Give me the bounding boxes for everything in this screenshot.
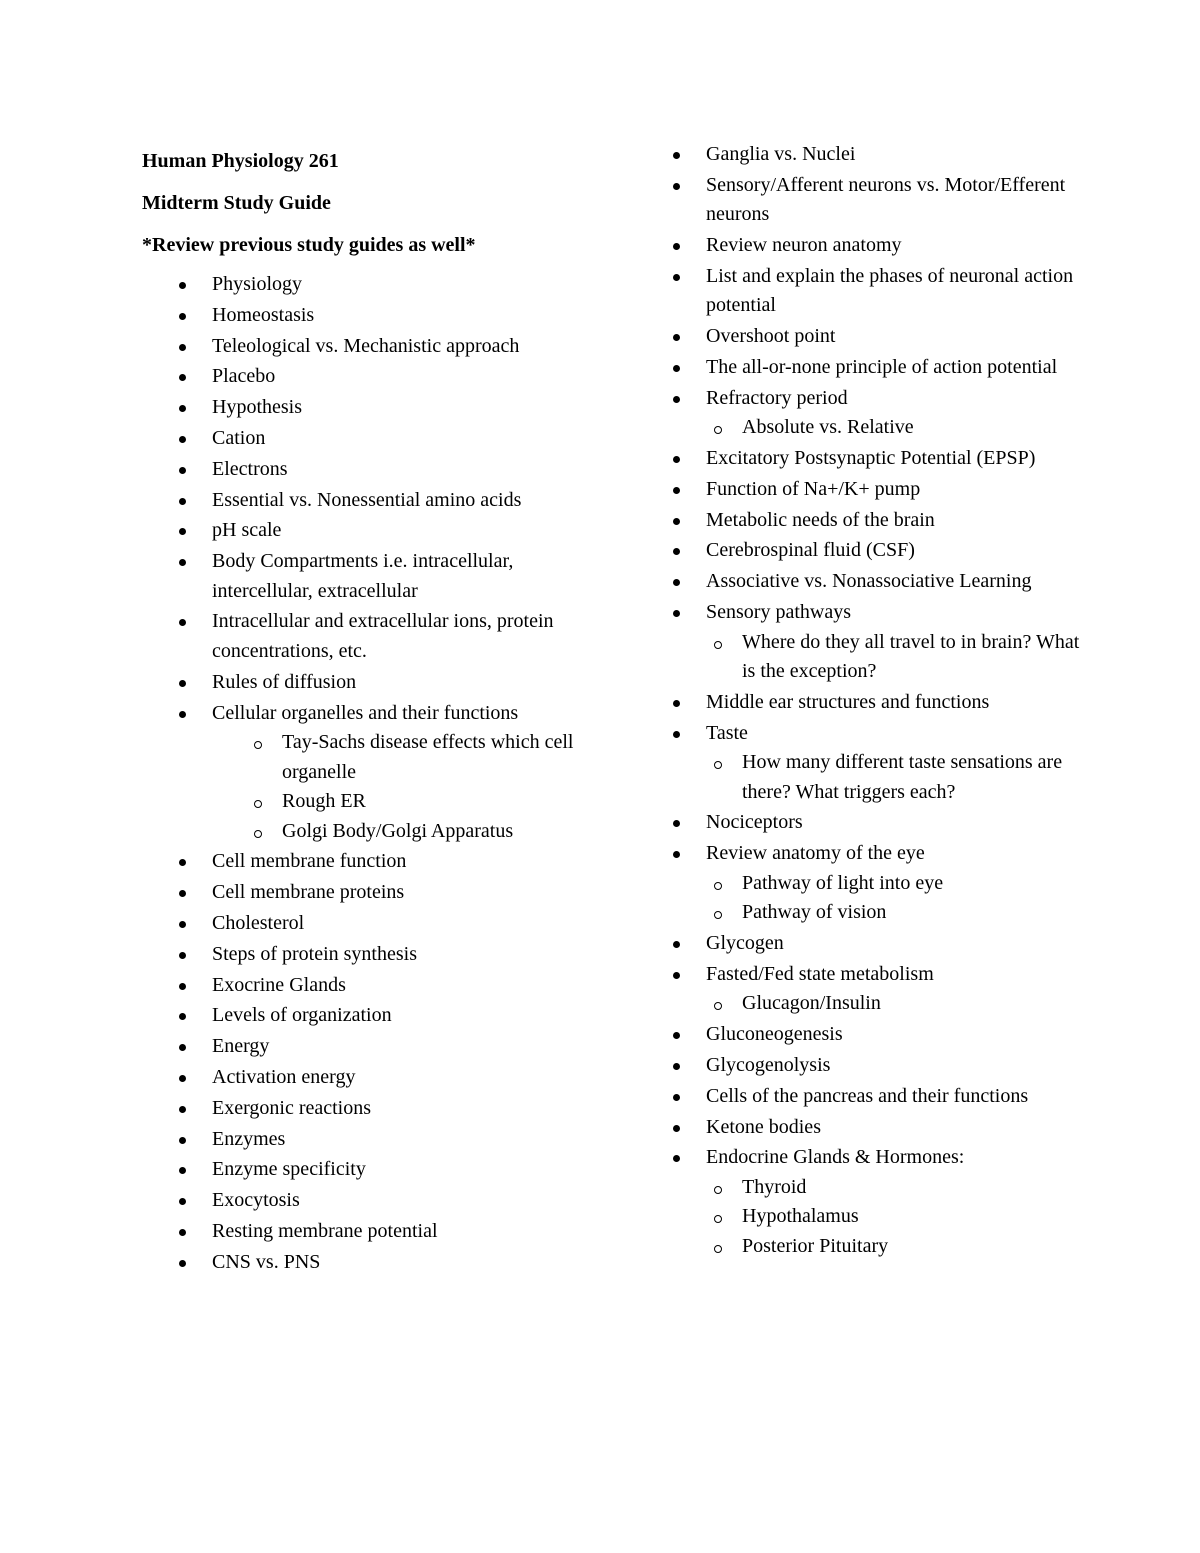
topic-text: Resting membrane potential bbox=[212, 1219, 438, 1242]
topic-text: Cation bbox=[212, 426, 266, 449]
bullet-icon bbox=[179, 921, 186, 928]
topic-item bbox=[672, 929, 1092, 959]
bullet-icon bbox=[673, 579, 680, 586]
topic-text: Exergonic reactions bbox=[212, 1096, 372, 1119]
right-topic-list bbox=[672, 140, 1092, 1261]
bullet-icon bbox=[673, 1032, 680, 1039]
bullet-icon bbox=[179, 282, 186, 289]
topic-text: Function of Na+/K+ pump bbox=[706, 477, 921, 500]
bullet-icon bbox=[179, 405, 186, 412]
topic-text: Exocytosis bbox=[212, 1189, 300, 1212]
topic-text: Cell membrane function bbox=[212, 850, 407, 873]
bullet-icon bbox=[179, 313, 186, 320]
topic-item bbox=[142, 393, 612, 423]
bullet-icon bbox=[179, 467, 186, 474]
subtopic-item bbox=[672, 1173, 1092, 1203]
bullet-icon bbox=[179, 711, 186, 718]
topic-item bbox=[142, 699, 612, 847]
topic-text: Review neuron anatomy bbox=[706, 234, 902, 257]
subtopic-text: Posterior Pituitary bbox=[742, 1234, 889, 1257]
bullet-icon bbox=[179, 344, 186, 351]
topic-item bbox=[672, 1143, 1092, 1261]
subtopic-text: Rough ER bbox=[282, 790, 366, 813]
topic-item bbox=[142, 301, 612, 331]
topic-text: Refractory period bbox=[706, 386, 848, 409]
topic-text: Body Compartments i.e. intracellular, intercellular, extracellular bbox=[212, 550, 514, 602]
topic-text: Metabolic needs of the brain bbox=[706, 508, 935, 531]
topic-text: Teleological vs. Mechanistic approach bbox=[212, 334, 520, 357]
bullet-icon bbox=[673, 183, 680, 190]
topic-item bbox=[142, 1125, 612, 1155]
bullet-icon bbox=[179, 1198, 186, 1205]
bullet-icon bbox=[673, 274, 680, 281]
circle-bullet-icon bbox=[714, 1245, 722, 1253]
subtopic-text: Thyroid bbox=[742, 1175, 807, 1198]
topic-text: Cholesterol bbox=[212, 911, 305, 934]
topic-text: Physiology bbox=[212, 273, 303, 295]
bullet-icon bbox=[179, 528, 186, 535]
bullet-icon bbox=[673, 456, 680, 463]
topic-text: Cellular organelles and their functions bbox=[212, 701, 519, 724]
circle-bullet-icon bbox=[714, 1186, 722, 1194]
bullet-icon bbox=[179, 436, 186, 443]
topic-item bbox=[672, 688, 1092, 718]
bullet-icon bbox=[179, 680, 186, 687]
topic-text: Cell membrane proteins bbox=[212, 881, 405, 904]
topic-item bbox=[672, 1082, 1092, 1112]
topic-item bbox=[672, 598, 1092, 687]
bullet-icon bbox=[179, 859, 186, 866]
topic-item bbox=[142, 878, 612, 908]
topic-text: Review anatomy of the eye bbox=[706, 842, 925, 865]
bullet-icon bbox=[179, 1044, 186, 1051]
topic-text: List and explain the phases of neuronal action potential bbox=[706, 264, 1074, 317]
topic-item bbox=[672, 140, 1092, 170]
topic-text: Fasted/Fed state metabolism bbox=[706, 962, 934, 985]
topic-item bbox=[672, 384, 1092, 443]
topic-item bbox=[142, 607, 612, 666]
topic-item bbox=[142, 1001, 612, 1031]
topic-text: Electrons bbox=[212, 457, 288, 480]
topic-item bbox=[142, 909, 612, 939]
bullet-icon bbox=[673, 1063, 680, 1070]
subtopic-list bbox=[672, 869, 1092, 928]
topic-text: Placebo bbox=[212, 365, 276, 388]
topic-text: Sensory/Afferent neurons vs. Motor/Efferent neurons bbox=[706, 173, 1066, 226]
topic-text: Ketone bodies bbox=[706, 1115, 821, 1138]
right-column bbox=[672, 140, 1092, 1263]
topic-item bbox=[142, 516, 612, 546]
circle-bullet-icon bbox=[714, 761, 722, 769]
topic-item bbox=[672, 839, 1092, 928]
subtopic-text: Pathway of vision bbox=[742, 901, 887, 924]
subtopic-item bbox=[672, 628, 1092, 687]
topic-item bbox=[142, 668, 612, 698]
topic-item bbox=[672, 536, 1092, 566]
topic-text: Cells of the pancreas and their functions bbox=[706, 1084, 1029, 1107]
bullet-icon bbox=[673, 396, 680, 403]
left-column bbox=[142, 140, 612, 1279]
subtopic-item bbox=[672, 989, 1092, 1019]
subtopic-item bbox=[672, 898, 1092, 928]
bullet-icon bbox=[179, 374, 186, 381]
bullet-icon bbox=[673, 610, 680, 617]
topic-item bbox=[142, 332, 612, 362]
bullet-icon bbox=[673, 731, 680, 738]
subtopic-list bbox=[672, 748, 1092, 807]
topic-item bbox=[142, 270, 612, 300]
topic-text: Homeostasis bbox=[212, 303, 315, 326]
topic-item bbox=[142, 1094, 612, 1124]
circle-bullet-icon bbox=[714, 426, 722, 434]
subtopic-item bbox=[672, 869, 1092, 899]
topic-item bbox=[142, 486, 612, 516]
subtopic-list bbox=[672, 628, 1092, 687]
bullet-icon bbox=[673, 518, 680, 525]
bullet-icon bbox=[673, 851, 680, 858]
topic-item bbox=[672, 231, 1092, 261]
topic-text: The all-or-none principle of action potential bbox=[706, 355, 1058, 378]
topic-text: Intracellular and extracellular ions, protein concentrations, etc. bbox=[212, 610, 554, 662]
topic-item bbox=[672, 262, 1092, 321]
topic-text: Nociceptors bbox=[706, 811, 803, 834]
bullet-icon bbox=[179, 1137, 186, 1144]
bullet-icon bbox=[673, 243, 680, 250]
bullet-icon bbox=[673, 152, 680, 159]
bullet-icon bbox=[179, 559, 186, 566]
topic-item bbox=[672, 506, 1092, 536]
bullet-icon bbox=[673, 1155, 680, 1162]
subtopic-item bbox=[672, 1202, 1092, 1232]
bullet-icon bbox=[673, 972, 680, 979]
topic-item bbox=[142, 1063, 612, 1093]
circle-bullet-icon bbox=[714, 1002, 722, 1010]
subtopic-text: Hypothalamus bbox=[742, 1205, 859, 1228]
topic-item bbox=[142, 1248, 612, 1278]
topic-text: Ganglia vs. Nuclei bbox=[706, 143, 856, 165]
bullet-icon bbox=[673, 334, 680, 341]
topic-text: Steps of protein synthesis bbox=[212, 942, 417, 965]
review-note: *Review previous study guides as well* bbox=[142, 234, 476, 256]
topic-text: Endocrine Glands & Hormones: bbox=[706, 1146, 965, 1169]
bullet-icon bbox=[179, 1106, 186, 1113]
topic-text: Hypothesis bbox=[212, 396, 302, 419]
topic-item bbox=[672, 960, 1092, 1019]
circle-bullet-icon bbox=[714, 882, 722, 890]
topic-item bbox=[672, 444, 1092, 474]
topic-text: Essential vs. Nonessential amino acids bbox=[212, 488, 522, 511]
subtopic-item bbox=[212, 817, 612, 847]
bullet-icon bbox=[673, 941, 680, 948]
topic-item bbox=[142, 362, 612, 392]
circle-bullet-icon bbox=[254, 830, 262, 838]
bullet-icon bbox=[179, 1167, 186, 1174]
subtopic-text: Tay-Sachs disease effects which cell organelle bbox=[282, 731, 574, 783]
topic-item bbox=[142, 547, 612, 606]
bullet-icon bbox=[179, 1260, 186, 1267]
topic-text: Activation energy bbox=[212, 1065, 356, 1088]
topic-text: Rules of diffusion bbox=[212, 670, 357, 693]
left-topic-list bbox=[142, 270, 612, 1277]
topic-text: Taste bbox=[706, 721, 748, 744]
topic-item bbox=[672, 567, 1092, 597]
topic-item bbox=[672, 1113, 1092, 1143]
topic-text: pH scale bbox=[212, 519, 282, 542]
bullet-icon bbox=[673, 1094, 680, 1101]
topic-text: Cerebrospinal fluid (CSF) bbox=[706, 539, 915, 562]
circle-bullet-icon bbox=[714, 641, 722, 649]
bullet-icon bbox=[179, 498, 186, 505]
subtopic-item bbox=[672, 1232, 1092, 1262]
subtopic-text: Golgi Body/Golgi Apparatus bbox=[282, 819, 514, 842]
subtopic-list bbox=[672, 989, 1092, 1019]
topic-text: Enzyme specificity bbox=[212, 1158, 366, 1181]
subtopic-text: Absolute vs. Relative bbox=[742, 416, 914, 439]
topic-item bbox=[672, 808, 1092, 838]
topic-item bbox=[142, 940, 612, 970]
subtopic-item bbox=[672, 413, 1092, 443]
topic-text: Gluconeogenesis bbox=[706, 1023, 843, 1046]
circle-bullet-icon bbox=[714, 1215, 722, 1223]
topic-item bbox=[672, 322, 1092, 352]
topic-item bbox=[142, 847, 612, 877]
topic-item bbox=[142, 1217, 612, 1247]
bullet-icon bbox=[179, 890, 186, 897]
subtopic-list bbox=[212, 728, 612, 846]
topic-text: Sensory pathways bbox=[706, 601, 851, 624]
bullet-icon bbox=[673, 1125, 680, 1132]
topic-text: Exocrine Glands bbox=[212, 973, 346, 996]
topic-item bbox=[142, 1155, 612, 1185]
topic-item bbox=[672, 1020, 1092, 1050]
bullet-icon bbox=[179, 1013, 186, 1020]
subtopic-list bbox=[672, 1173, 1092, 1262]
bullet-icon bbox=[673, 700, 680, 707]
circle-bullet-icon bbox=[714, 911, 722, 919]
topic-text: Levels of organization bbox=[212, 1004, 392, 1027]
topic-item bbox=[672, 475, 1092, 505]
topic-text: Middle ear structures and functions bbox=[706, 690, 990, 713]
topic-item bbox=[142, 971, 612, 1001]
topic-text: Associative vs. Nonassociative Learning bbox=[706, 570, 1032, 593]
topic-text: Energy bbox=[212, 1035, 270, 1058]
bullet-icon bbox=[179, 952, 186, 959]
subtopic-text: Glucagon/Insulin bbox=[742, 992, 881, 1015]
topic-text: Enzymes bbox=[212, 1127, 286, 1150]
topic-item bbox=[672, 171, 1092, 230]
subtopic-text: Pathway of light into eye bbox=[742, 871, 944, 894]
course-title: Human Physiology 261 bbox=[142, 150, 339, 172]
subtopic-text: Where do they all travel to in brain? What is the exception? bbox=[742, 630, 1080, 683]
circle-bullet-icon bbox=[254, 741, 262, 749]
topic-text: Excitatory Postsynaptic Potential (EPSP) bbox=[706, 447, 1036, 470]
bullet-icon bbox=[179, 619, 186, 626]
bullet-icon bbox=[179, 1075, 186, 1082]
topic-item bbox=[142, 424, 612, 454]
topic-item bbox=[142, 1032, 612, 1062]
bullet-icon bbox=[179, 983, 186, 990]
topic-item bbox=[142, 455, 612, 485]
circle-bullet-icon bbox=[254, 800, 262, 808]
bullet-icon bbox=[673, 365, 680, 372]
bullet-icon bbox=[673, 548, 680, 555]
topic-item bbox=[142, 1186, 612, 1216]
subtopic-text: How many different taste sensations are there? What triggers each? bbox=[742, 751, 1063, 803]
guide-title: Midterm Study Guide bbox=[142, 192, 331, 214]
bullet-icon bbox=[179, 1229, 186, 1236]
subtopic-item bbox=[212, 728, 612, 787]
subtopic-item bbox=[212, 787, 612, 817]
topic-item bbox=[672, 353, 1092, 383]
bullet-icon bbox=[673, 820, 680, 827]
topic-text: Glycogen bbox=[706, 932, 784, 955]
topic-item bbox=[672, 1051, 1092, 1081]
topic-text: Overshoot point bbox=[706, 325, 836, 348]
subtopic-list bbox=[672, 413, 1092, 443]
subtopic-item bbox=[672, 748, 1092, 807]
bullet-icon bbox=[673, 487, 680, 494]
topic-text: CNS vs. PNS bbox=[212, 1250, 321, 1273]
topic-text: Glycogenolysis bbox=[706, 1053, 831, 1076]
topic-item bbox=[672, 719, 1092, 808]
